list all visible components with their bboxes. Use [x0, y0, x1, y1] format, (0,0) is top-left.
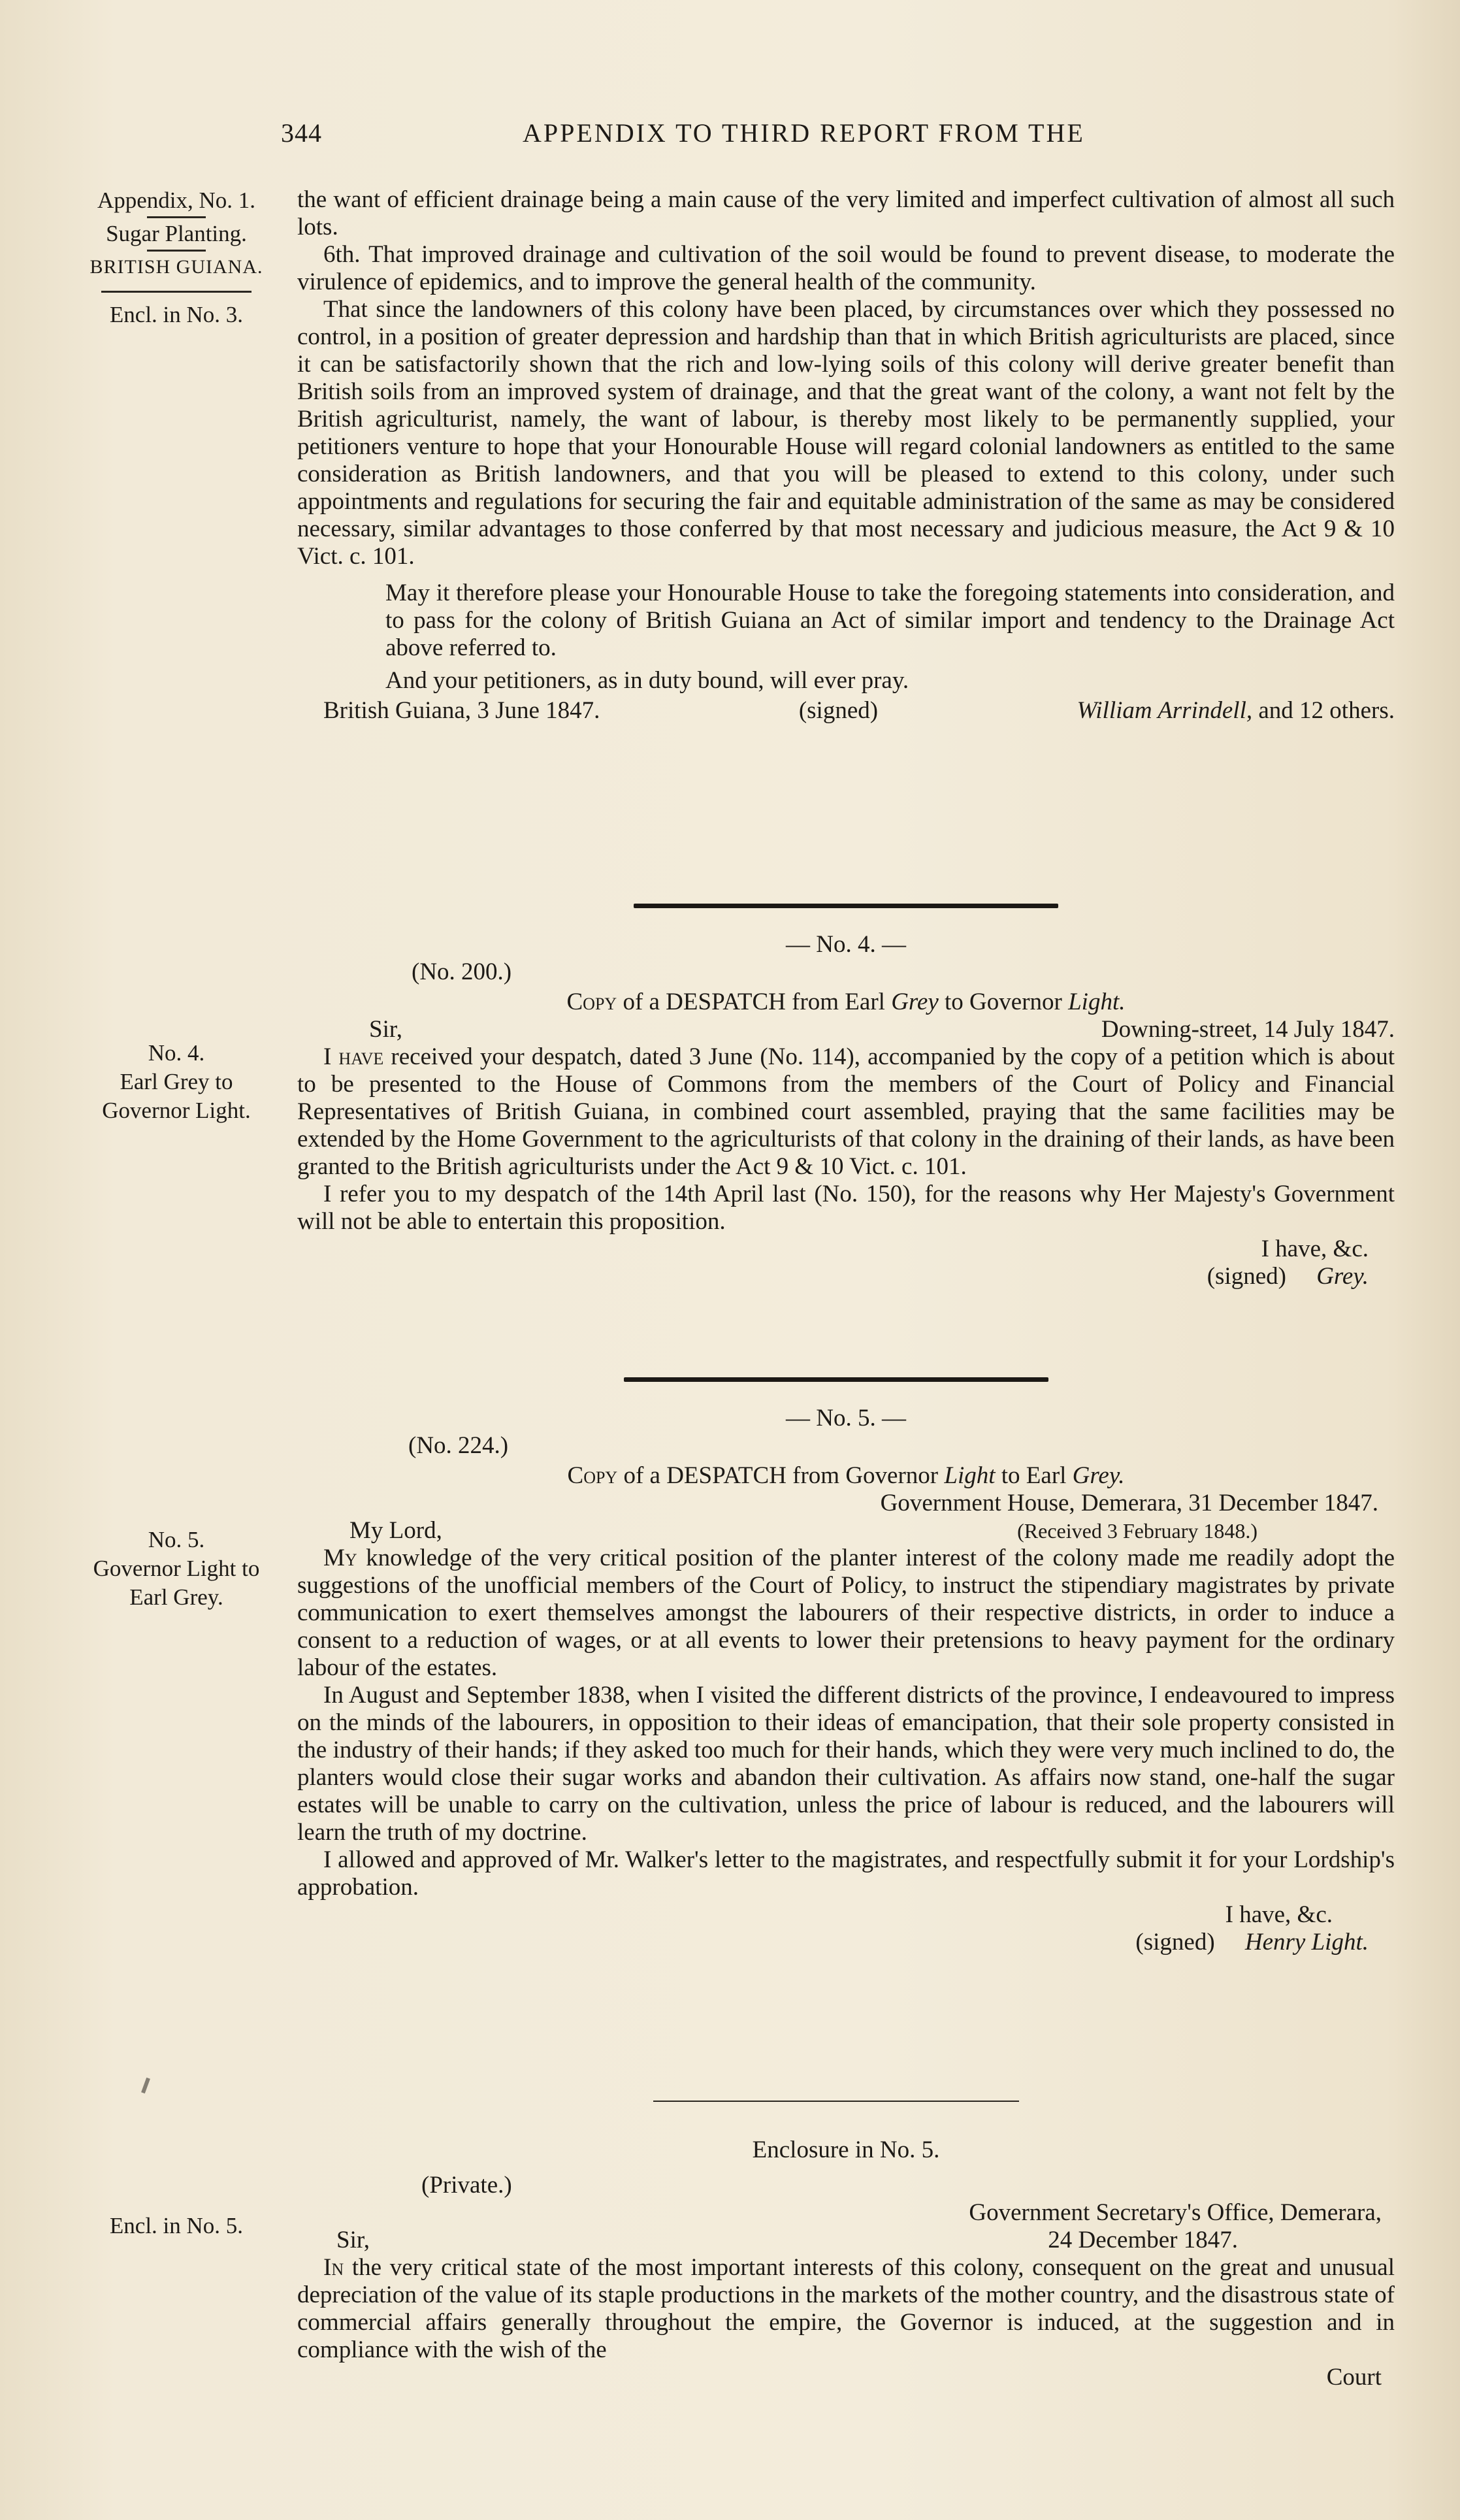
- margin-no4-line2: Governor Light.: [102, 1098, 251, 1123]
- petition-signature: [323, 697, 1395, 725]
- page-number: 344: [281, 118, 322, 148]
- no4-para-1: I have received your despatch, dated 3 June (No. 114), accompanied by the copy of a petition which is about to be presented to the House of Commons from the members of the Court of Policy and Financial Representatives of British Guiana, in combined court assembled, praying that the same facilities may be extended by the Home Government to the agriculturists of that colony in the draining of their lands, as have been granted to the British agriculturists under the Act 9 & 10 Vict. c. 101.: [297, 1043, 1395, 1180]
- no5-title: Copy of a DESPATCH from Governor Light to Earl Grey.: [567, 1462, 1125, 1489]
- margin-rule: [147, 216, 206, 218]
- enclosure-no5: [297, 2136, 1395, 2391]
- no4-ref: (No. 200.): [412, 958, 512, 985]
- petition-place-date: British Guiana, 3 June 1847.: [323, 697, 600, 724]
- petition-others: and 12 others.: [1258, 697, 1395, 724]
- petition-para-2: 6th. That improved drainage and cultivation of the soil would be found to prevent disease, to moderate the virulence of epidemics, and to improve the general health of the community.: [297, 241, 1395, 295]
- no5-ref: (No. 224.): [408, 1432, 509, 1459]
- no5-para-3: I allowed and approved of Mr. Walker's letter to the magistrates, and respectfully submit it for your Lordship's approbation.: [297, 1846, 1395, 1901]
- no4-heading: — No. 4. —: [786, 931, 906, 958]
- no4-salutation-line: [369, 1016, 1395, 1043]
- petition-para-1: the want of efficient drainage being a main cause of the very limited and imperfect cultivation of almost all such lots.: [297, 186, 1395, 240]
- no4-closing: I have, &c.: [1261, 1235, 1369, 1262]
- enclosure-heading: Enclosure in No. 5.: [752, 2136, 940, 2163]
- margin-no5-line2: Earl Grey.: [129, 1584, 223, 1610]
- no5-salutation-line: [349, 1517, 1395, 1545]
- margin-note-no5: [59, 1526, 294, 1612]
- catchword: Court: [1326, 2364, 1382, 2391]
- enclosure-date: 24 December 1847.: [1048, 2227, 1238, 2253]
- petition-para-5: And your petitioners, as in duty bound, will ever pray.: [385, 667, 909, 694]
- no4-para-2: I refer you to my despatch of the 14th April last (No. 150), for the reasons why Her Majesty's Government will not be able to entertain this proposition.: [297, 1181, 1395, 1235]
- no4-address: Downing-street, 14 July 1847.: [1101, 1016, 1395, 1043]
- section-divider: [634, 904, 1058, 908]
- margin-no4-number: No. 4.: [148, 1040, 205, 1066]
- margin-no5-line1: Governor Light to: [93, 1556, 260, 1581]
- enclosure-salutation: Sir,: [336, 2227, 370, 2253]
- petition-para-3: That since the landowners of this colony have been placed, by circumstances over which they possessed no control, in a position of greater depression and hardship than that in which British agriculturists are placed, since it can be satisfactorily shown that the rich and low-lying soils of this colony will derive greater benefit than British soils from an improved system of drainage, and that the great want of the colony, a want not felt by the British agriculturist, namely, the want of labour, is thereby most likely to be permanently supplied, your petitioners venture to hope that your Honourable House will regard colonial landowners as entitled to the same consideration as British landowners, and that you will be pleased to extend to this colony, under such appointments and regulations for securing the fair and equitable administration of the same as may be considered necessary, similar advantages to those conferred by that most necessary and judicious measure, the Act 9 & 10 Vict. c. 101.: [297, 296, 1395, 570]
- margin-rule: [147, 250, 206, 252]
- ink-mark: [141, 2078, 150, 2094]
- margin-note-no4: [59, 1039, 294, 1125]
- no4-title: Copy of a DESPATCH from Earl Grey to Governor Light.: [566, 989, 1126, 1015]
- margin-colony: BRITISH GUIANA.: [89, 256, 263, 278]
- no4-salutation: Sir,: [369, 1016, 402, 1043]
- margin-appendix: Appendix, No. 1.: [97, 188, 256, 213]
- no5-closing: I have, &c.: [1225, 1901, 1333, 1928]
- margin-rule-long: [101, 291, 251, 293]
- section-divider: [624, 1377, 1048, 1382]
- petition-section: [297, 186, 1395, 725]
- no5-para-2: In August and September 1838, when I visited the different districts of the province, I endeavoured to impress on the minds of the labourers, in opposition to their ideas of emancipation, that their sole property consisted in the industry of their hands; if they asked too much for their hands, which they were very much inclined to do, the planters would close their sugar works and abandon their cultivation. As affairs now stand, one-half the sugar estates will be unable to carry on the cultivation, unless the price of labour is reduced, and the labourers will learn the truth of my doctrine.: [297, 1682, 1395, 1846]
- enclosure-salutation-line: [336, 2227, 1395, 2254]
- no5-salutation: My Lord,: [349, 1517, 442, 1544]
- petition-para-4: May it therefore please your Honourable House to take the foregoing statements into consideration, and to pass for the colony of British Guiana an Act of similar import and tendency to the Drainage Act above referred to.: [385, 580, 1395, 661]
- margin-encl-5: Encl. in No. 5.: [109, 2213, 244, 2238]
- running-title: APPENDIX TO THIRD REPORT FROM THE: [523, 118, 1085, 148]
- margin-encl-3: Encl. in No. 3.: [109, 302, 244, 327]
- no5-received: (Received 3 February 1848.): [1017, 1519, 1257, 1543]
- section-divider-thin: [653, 2101, 1019, 2102]
- margin-topic: Sugar Planting.: [106, 221, 247, 246]
- despatch-no5: [297, 1405, 1395, 1956]
- no4-signature: (signed) Grey.: [1207, 1263, 1369, 1290]
- enclosure-private: (Private.): [421, 2172, 512, 2199]
- no5-para-1: My knowledge of the very critical position of the planter interest of the colony made me readily adopt the suggestions of the unofficial members of the Court of Policy, to instruct the stipendiary magistrates by private communication to exert themselves amongst the labourers of their respective districts, in order to induce a consent to a reduction of wages, or at all events to lower their pretensions to heavy payment for the ordinary labour of the estates.: [297, 1545, 1395, 1681]
- margin-note-appendix: [59, 186, 294, 329]
- margin-no4-line1: Earl Grey to: [120, 1069, 233, 1094]
- margin-no5-number: No. 5.: [148, 1527, 205, 1552]
- no5-heading: — No. 5. —: [786, 1405, 906, 1432]
- margin-note-encl5: [59, 2212, 294, 2240]
- despatch-no4: [297, 931, 1395, 1290]
- enclosure-para-1: In the very critical state of the most important interests of this colony, consequent on the great and unusual depreciation of the value of its staple productions in the markets of the mother country, and the disastrous state of commercial affairs generally throughout the empire, the Governor is induced, at the suggestion and in compliance with the wish of the: [297, 2254, 1395, 2363]
- petition-signatory: William Arrindell,: [1077, 697, 1253, 724]
- petition-prayer: [385, 580, 1395, 662]
- petition-signed: (signed): [798, 697, 879, 724]
- enclosure-office: Government Secretary's Office, Demerara,: [969, 2199, 1382, 2226]
- page-header: [281, 118, 1391, 157]
- no5-address: Government House, Demerara, 31 December 1847.: [880, 1490, 1378, 1516]
- no5-signature: (signed) Henry Light.: [1135, 1929, 1369, 1955]
